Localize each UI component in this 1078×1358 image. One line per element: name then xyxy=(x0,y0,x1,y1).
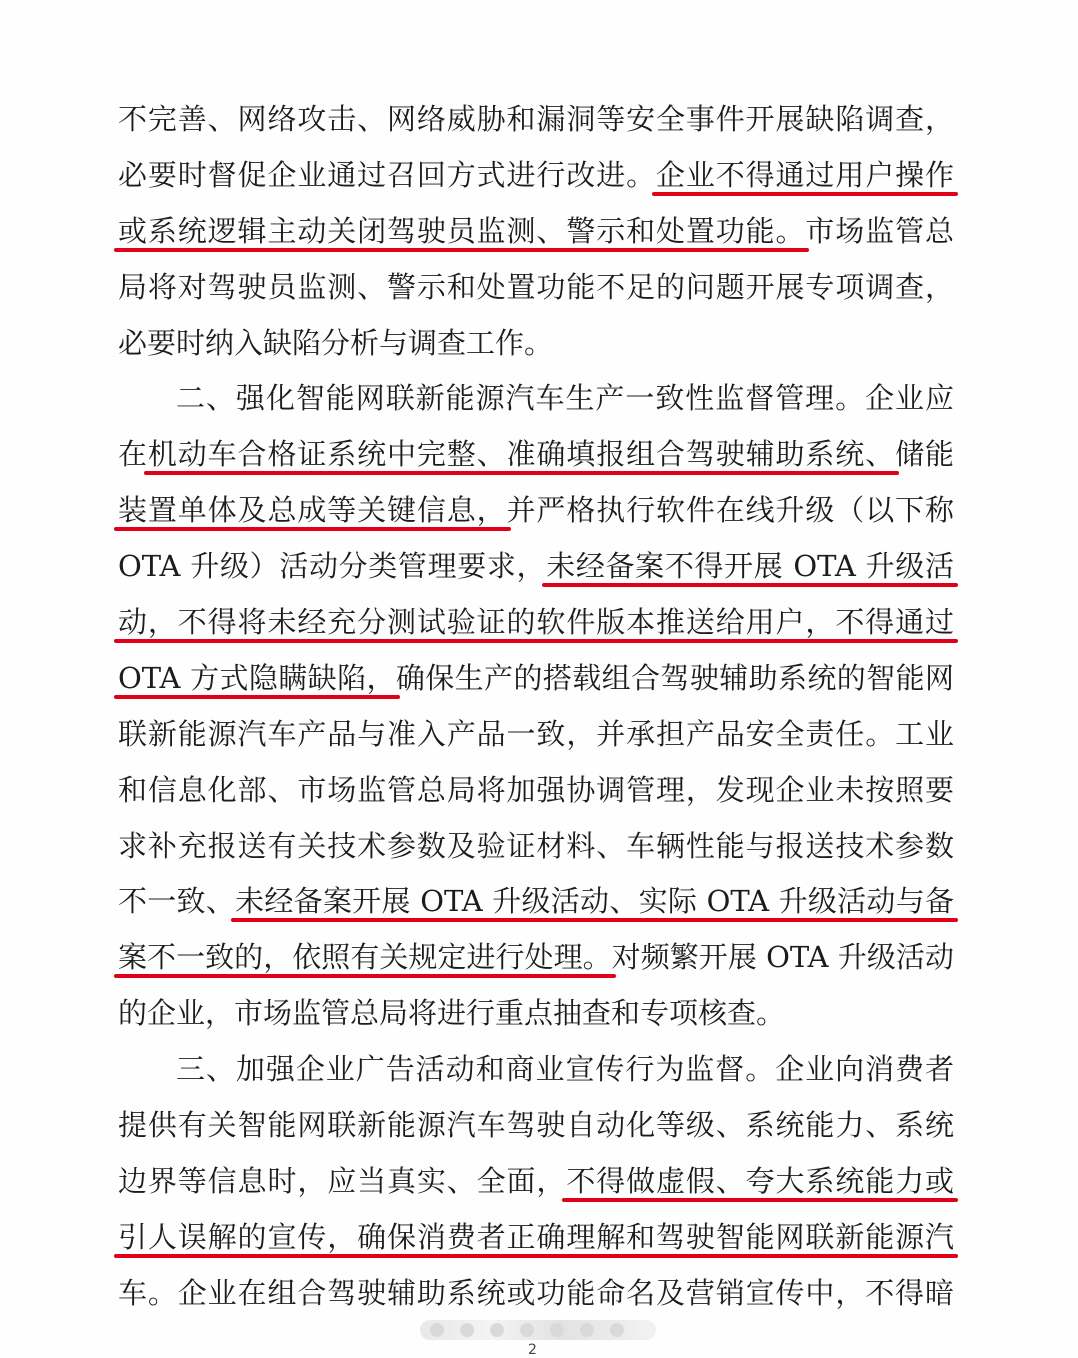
red-underline xyxy=(231,918,958,922)
text-segment: 的企业，市场监管总局将进行重点抽查和专项核查。 xyxy=(118,996,786,1031)
text-line xyxy=(118,427,954,483)
text-segment: 对频繁开展 OTA 升级活动 xyxy=(611,940,954,975)
highlighted-text: 不得通过 xyxy=(835,605,954,640)
red-underline xyxy=(114,974,616,978)
highlighted-text: 案不一致的，依照有关规定进行处理。 xyxy=(118,940,612,975)
highlighted-text: 机动车合格证系统中完整、准确填报组合驾驶辅助系统、 xyxy=(147,437,896,472)
text-line xyxy=(118,930,954,986)
text-segment: 提供有关智能网联新能源汽车驾驶自动化等级、系统能力、系统 xyxy=(118,1108,954,1143)
text-line xyxy=(118,204,954,260)
text-line xyxy=(118,1098,954,1154)
red-underline xyxy=(144,471,899,475)
watermark xyxy=(420,1320,656,1340)
text-line xyxy=(118,1266,954,1322)
text-segment: OTA 升级）活动分类管理要求， xyxy=(118,549,547,584)
text-line xyxy=(118,371,954,427)
text-line xyxy=(118,819,954,875)
highlighted-text: 不得做虚假、夸大系统能力或 xyxy=(566,1163,954,1198)
text-segment: 和信息化部、市场监管总局将加强协调管理，发现企业未按照要 xyxy=(118,772,954,807)
text-line xyxy=(118,651,954,707)
text-segment: 局将对驾驶员监测、警示和处置功能不足的问题开展专项调查， xyxy=(118,269,954,304)
text-segment: 市场监管总 xyxy=(805,213,954,248)
text-segment: 在 xyxy=(118,437,148,472)
red-underline xyxy=(114,639,839,643)
red-underline xyxy=(114,527,511,531)
text-line xyxy=(118,92,954,148)
text-segment: 必要时纳入缺陷分析与调查工作。 xyxy=(118,325,554,360)
highlighted-text: 引人误解的宣传，确保消费者正确理解和驾驶智能网联新能源汽 xyxy=(118,1219,954,1254)
text-segment: 边界等信息时，应当真实、全面， xyxy=(118,1163,567,1198)
text-line xyxy=(118,316,954,372)
red-underline xyxy=(652,192,958,196)
red-underline xyxy=(114,248,809,252)
highlighted-text: 未经备案不得开展 OTA 升级活 xyxy=(546,549,954,584)
red-underline xyxy=(562,1198,958,1202)
text-segment: 联新能源汽车产品与准入产品一致，并承担产品安全责任。工业 xyxy=(118,716,954,751)
text-line xyxy=(118,707,954,763)
text-line xyxy=(118,1154,954,1210)
highlighted-text: 装置单体及总成等关键信息， xyxy=(118,493,507,528)
text-line xyxy=(118,260,954,316)
text-segment: 求补充报送有关技术参数及验证材料、车辆性能与报送技术参数 xyxy=(118,828,954,863)
red-underline xyxy=(542,583,958,587)
highlighted-text: 或系统逻辑主动关闭驾驶员监测、警示和处置功能。 xyxy=(118,213,806,248)
text-line xyxy=(118,874,954,930)
text-line xyxy=(118,763,954,819)
text-line xyxy=(118,1042,954,1098)
text-segment: 不完善、网络攻击、网络威胁和漏洞等安全事件开展缺陷调查， xyxy=(118,102,954,136)
text-segment: 必要时督促企业通过召回方式进行改进。 xyxy=(118,157,656,192)
text-line xyxy=(118,148,954,204)
text-segment: 储能 xyxy=(895,437,954,472)
text-line xyxy=(118,986,954,1042)
text-segment: 并严格执行软件在线升级（以下称 xyxy=(506,493,954,528)
highlighted-text: 未经备案开展 OTA 升级活动、实际 OTA 升级活动与备 xyxy=(235,884,954,919)
text-line xyxy=(118,1210,954,1266)
highlighted-text: 企业不得通过用户操作 xyxy=(655,157,954,192)
highlighted-text: 动，不得将未经充分测试验证的软件版本推送给用户， xyxy=(118,605,836,640)
text-segment: 不一致、 xyxy=(118,884,236,919)
red-underline xyxy=(114,695,400,699)
text-line xyxy=(118,539,954,595)
text-segment: 确保生产的搭载组合驾驶辅助系统的智能网 xyxy=(395,660,954,695)
highlighted-text: OTA 方式隐瞒缺陷， xyxy=(118,660,396,695)
text-line xyxy=(118,483,954,539)
page-number: 2 xyxy=(528,1342,537,1358)
text-segment: 车。企业在组合驾驶辅助系统或功能命名及营销宣传中，不得暗 xyxy=(118,1275,954,1310)
red-underline xyxy=(114,1254,958,1258)
text-line xyxy=(118,595,954,651)
red-underline xyxy=(831,639,958,643)
text-segment: 三、加强企业广告活动和商业宣传行为监督。企业向消费者 xyxy=(176,1052,954,1087)
document-body xyxy=(118,92,954,1322)
text-segment: 二、强化智能网联新能源汽车生产一致性监督管理。企业应 xyxy=(176,381,954,416)
